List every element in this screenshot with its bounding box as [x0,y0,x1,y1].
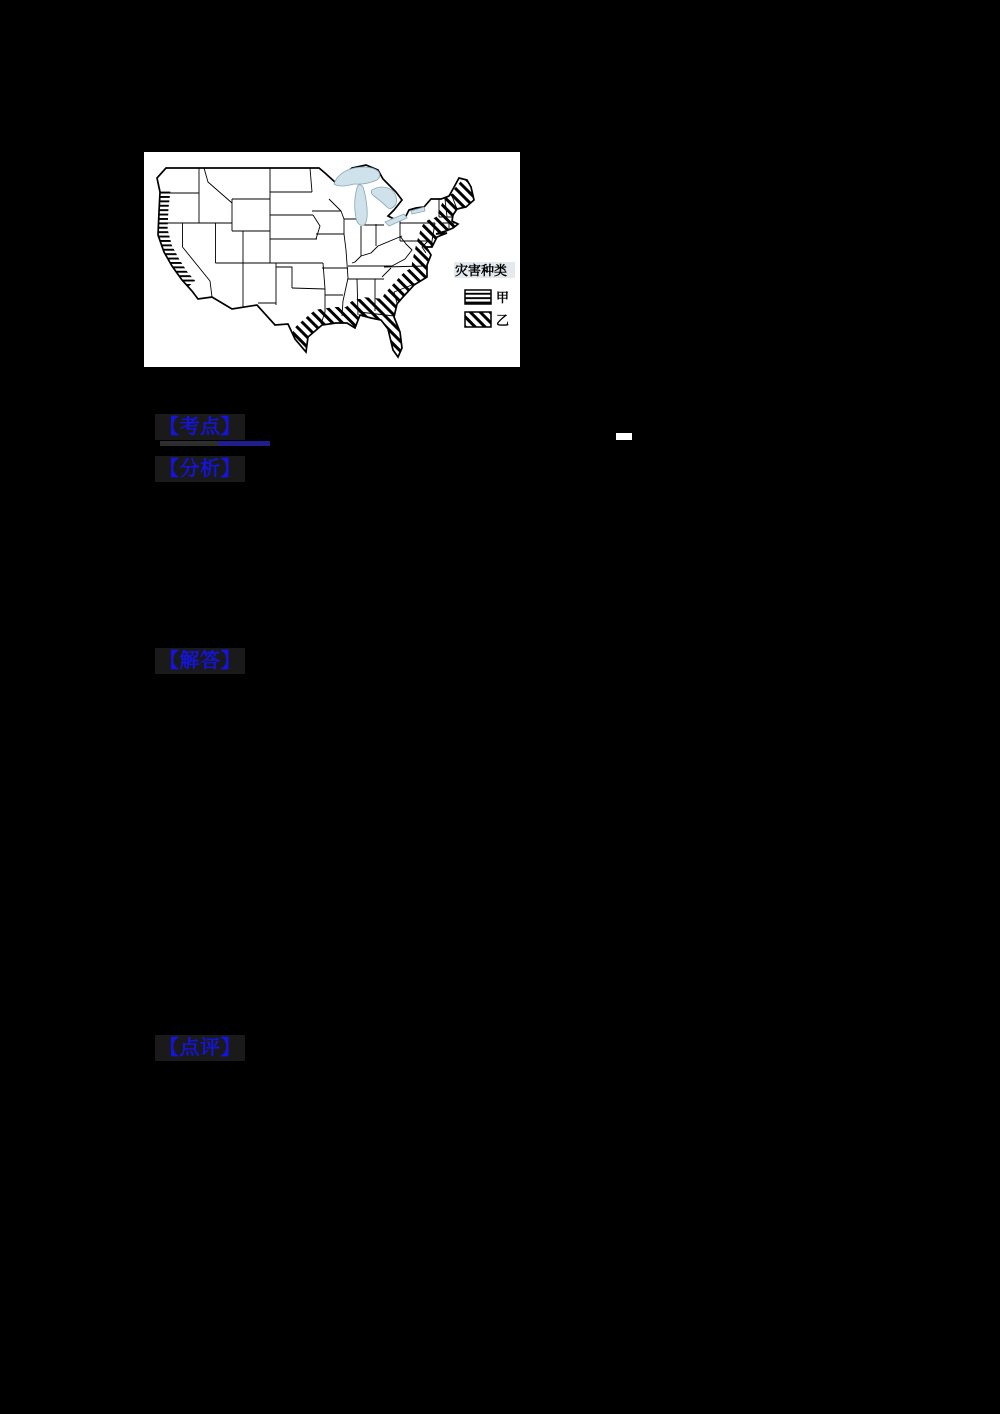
us-map-figure [144,152,520,367]
section-label-dianping: 【点评】 [155,1035,245,1061]
section-label-jieda: 【解答】 [155,648,245,674]
legend-label-jia: 甲 [496,290,510,305]
underline-segment-navy [218,441,270,446]
legend-label-yi: 乙 [496,313,510,328]
underline-segment-gray [160,441,218,446]
legend-swatch-yi [465,312,491,327]
us-map-svg [144,152,520,367]
white-dash [616,433,632,440]
section-label-kaodian: 【考点】 [155,414,245,440]
legend-title: 灾害种类 [455,263,508,278]
map-legend [454,262,515,328]
legend-swatch-jia [465,290,491,304]
section-label-fenxi: 【分析】 [155,456,245,482]
